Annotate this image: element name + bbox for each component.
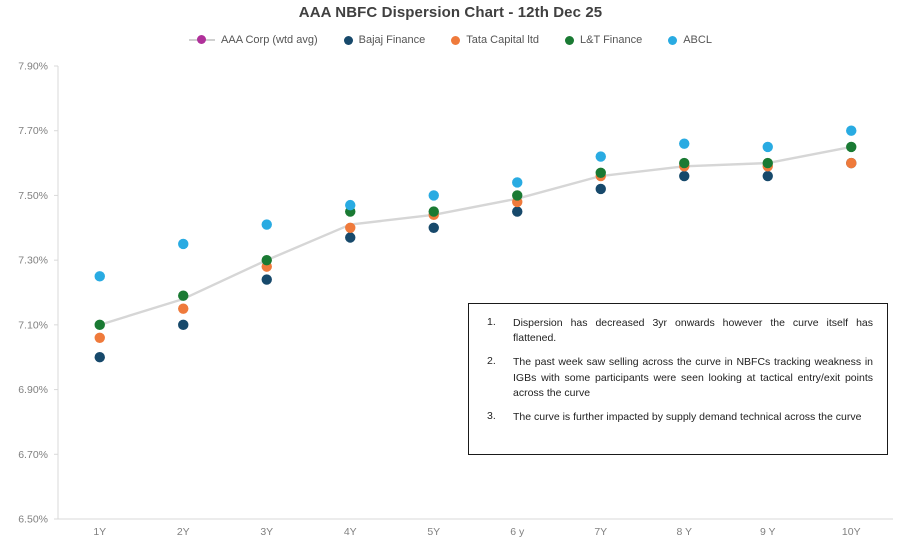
commentary-box xyxy=(468,303,888,455)
data-point xyxy=(846,126,856,136)
x-axis-tick-label: 10Y xyxy=(841,526,861,538)
data-point xyxy=(679,171,689,181)
data-point xyxy=(763,142,773,152)
data-point xyxy=(512,190,522,200)
y-axis-tick-label: 6.90% xyxy=(18,384,48,397)
note-number: 3. xyxy=(487,410,496,423)
data-point xyxy=(679,158,689,168)
y-axis-tick-label: 6.70% xyxy=(18,448,48,461)
data-point xyxy=(763,158,773,168)
legend-item-label: AAA Corp (wtd avg) xyxy=(221,34,318,46)
data-point xyxy=(95,271,105,281)
y-axis-tick-label: 7.90% xyxy=(18,60,48,73)
series-points-l-t-finance xyxy=(95,142,857,330)
x-axis-tick-label: 4Y xyxy=(343,526,357,538)
data-point xyxy=(512,177,522,187)
series-points-abcl xyxy=(95,126,857,282)
x-axis-tick-label: 1Y xyxy=(93,526,107,538)
list-item xyxy=(479,355,873,401)
data-point xyxy=(95,320,105,330)
x-axis-tick-label: 8 Y xyxy=(676,526,693,538)
chart-title: AAA NBFC Dispersion Chart - 12th Dec 25 xyxy=(298,4,603,21)
data-point xyxy=(178,303,188,313)
data-point xyxy=(846,142,856,152)
x-axis-tick-label: 3Y xyxy=(260,526,274,538)
x-axis-tick-label: 6 y xyxy=(510,526,525,538)
series-line-aaa-corp-wtd-avg xyxy=(100,147,852,325)
data-point xyxy=(345,223,355,233)
data-point xyxy=(429,223,439,233)
x-axis-tick-label: 7Y xyxy=(594,526,608,538)
y-axis-tick-label: 7.70% xyxy=(18,125,48,138)
data-point xyxy=(262,255,272,265)
x-axis-tick-label: 5Y xyxy=(427,526,441,538)
data-point xyxy=(596,184,606,194)
legend-item-label: Bajaj Finance xyxy=(358,34,426,46)
note-text: Dispersion has decreased 3yr onwards however the curve itself has flattened. xyxy=(513,317,873,345)
legend-item-label: Tata Capital ltd xyxy=(466,34,540,46)
note-number: 1. xyxy=(487,316,496,328)
data-point xyxy=(178,320,188,330)
data-point xyxy=(596,151,606,161)
data-point xyxy=(178,291,188,301)
y-axis-tick-label: 6.50% xyxy=(18,513,48,526)
note-text: The curve is further impacted by supply demand technical across the curve xyxy=(513,411,862,424)
data-point xyxy=(512,206,522,216)
list-item xyxy=(479,316,873,346)
data-point xyxy=(429,190,439,200)
legend-item-label: ABCL xyxy=(683,34,712,46)
data-point xyxy=(262,274,272,284)
data-point xyxy=(679,138,689,148)
data-point xyxy=(763,171,773,181)
legend-item-label: L&T Finance xyxy=(580,34,643,46)
data-point xyxy=(178,239,188,249)
note-number: 2. xyxy=(487,355,496,368)
data-point xyxy=(95,352,105,362)
x-axis-tick-label: 2Y xyxy=(176,526,190,538)
data-point xyxy=(262,219,272,229)
y-axis-tick-label: 7.50% xyxy=(18,189,48,202)
data-point xyxy=(345,200,355,210)
data-point xyxy=(846,158,856,168)
y-axis-tick-label: 7.10% xyxy=(18,319,48,332)
x-axis-tick-label: 9 Y xyxy=(759,526,776,538)
data-point xyxy=(429,206,439,216)
data-point xyxy=(345,232,355,242)
y-axis-tick-label: 7.30% xyxy=(18,254,48,267)
note-text: The past week saw selling across the curve in NBFCs tracking weakness in IGBs with some participants were seen looking at tactical entry/exit points across the curve xyxy=(513,356,873,399)
data-point xyxy=(596,168,606,178)
data-point xyxy=(95,333,105,343)
list-item xyxy=(479,410,873,425)
